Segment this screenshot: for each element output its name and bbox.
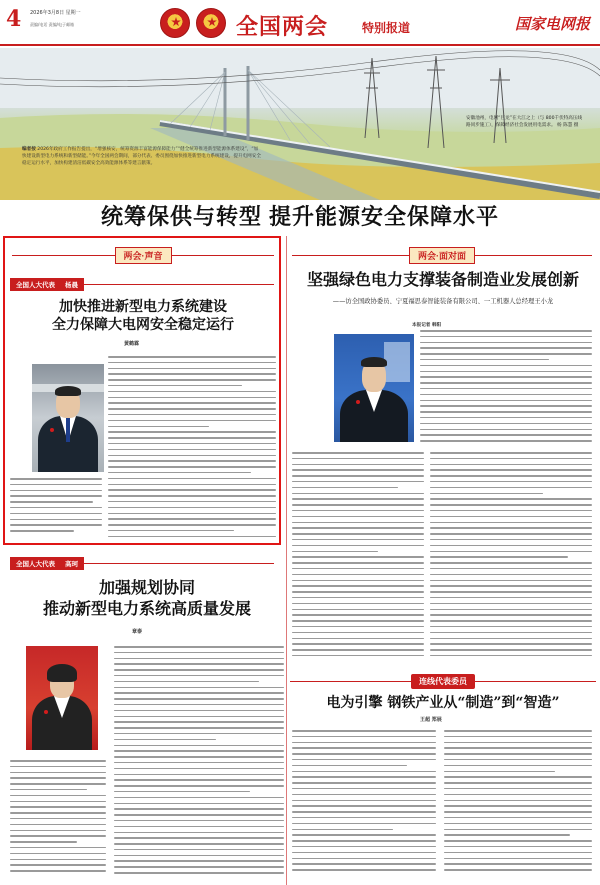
editor-intro-text: 2026年政府工作报告提出，“增强核安，统筹资源丰富能源保障能力”“健全统筹推进新型能源体系建设”，“加快建设新型电力系统和新型储能。”今年全国两会期间，部分代表、委员围绕加快推进新型电力系统建设，提升电网安全稳定运行水平，加快构建清洁低碳安全高效能源体系等建言献策。 — [22, 147, 261, 167]
interview-byline: 本报记者 韩阳 — [412, 323, 442, 328]
rep-tag-2-label: 全国人大代表 — [16, 561, 55, 568]
interview-title: 坚强绿色电力支撑装备制造业发展创新 — [306, 270, 579, 289]
photo-caption — [466, 116, 586, 130]
photo-caption-text: 安徽池州，电网“巨龙”在大江之上（与 800千伏特高压线路同步施工），保障经济社会发展用电需求。 — [466, 116, 583, 128]
date-line: 2026年3月8日 星期一 — [30, 10, 81, 16]
column-divider — [286, 236, 287, 885]
masthead — [0, 0, 600, 46]
section-subtitle: 特别报道 — [362, 21, 411, 35]
editor-intro-label: 编者按 — [22, 147, 36, 152]
article-3-body-right — [444, 730, 592, 880]
interview-body-left — [292, 452, 424, 668]
article-title-line1: 加快推进新型电力系统建设 — [59, 299, 227, 315]
article-2-body-right — [114, 646, 284, 882]
article-3-title: 电为引擎 钢铁产业从“制造”到“智造” — [326, 695, 560, 711]
portrait-photo-representative-2 — [26, 646, 98, 750]
national-emblem-icon — [160, 8, 190, 38]
page-headline: 统筹保供与转型 提升能源安全保障水平 — [100, 204, 500, 229]
article-3-body-left — [292, 730, 436, 880]
photographer: 杨 陈慧 摄 — [557, 122, 579, 128]
interview-body-right — [430, 452, 592, 668]
section-banner-face-to-face — [292, 248, 592, 262]
rep-tag-2-name: 高珂 — [65, 561, 78, 568]
article-title-2-line1: 加强规划协同 — [98, 578, 195, 597]
banner-label: 两会·声音 — [115, 247, 172, 264]
section-title: 全国两会 — [236, 14, 329, 39]
article-title-2 — [12, 578, 282, 620]
article-title-2-line2: 推动新型电力系统高质量发展 — [42, 598, 251, 618]
article-2-body-left — [10, 760, 106, 880]
rep-tag-label: 全国人大代表 — [16, 282, 55, 289]
banner-label-right: 两会·面对面 — [409, 247, 475, 264]
portrait-photo-interviewee — [334, 334, 414, 442]
section-banner-voices — [12, 248, 274, 262]
article-author: 黄鹤霖 — [124, 341, 140, 347]
article-title-line2: 全力保障大电网安全稳定运行 — [52, 317, 234, 334]
article-title — [12, 298, 274, 334]
newspaper-brand: 国家电网报 — [514, 15, 590, 33]
editors-line: 责编/电话 责编/电子邮箱 — [30, 22, 74, 27]
cppcc-emblem-icon — [196, 8, 226, 38]
hero-photo — [0, 48, 600, 200]
connect-representatives-bar — [290, 674, 596, 689]
article-2-author: 章泰 — [132, 629, 143, 635]
representative-tag — [10, 278, 84, 291]
article-body-left — [10, 478, 102, 538]
connect-tag: 连线代表委员 — [411, 674, 475, 689]
rep-tag-name: 杨晨 — [65, 282, 78, 289]
interview-subtitle: ——访全国政协委员、宁夏福思泰智能装备有限公司、一工机器人总经理王小龙 — [332, 298, 554, 305]
page-number: 4 — [6, 6, 22, 32]
interview-body-top-right — [420, 330, 592, 450]
article-3-author: 王超 郑展 — [420, 717, 442, 723]
representative-tag-2 — [10, 557, 84, 570]
editor-intro — [22, 146, 262, 167]
portrait-photo-representative — [32, 364, 104, 472]
article-body-right — [108, 356, 276, 540]
